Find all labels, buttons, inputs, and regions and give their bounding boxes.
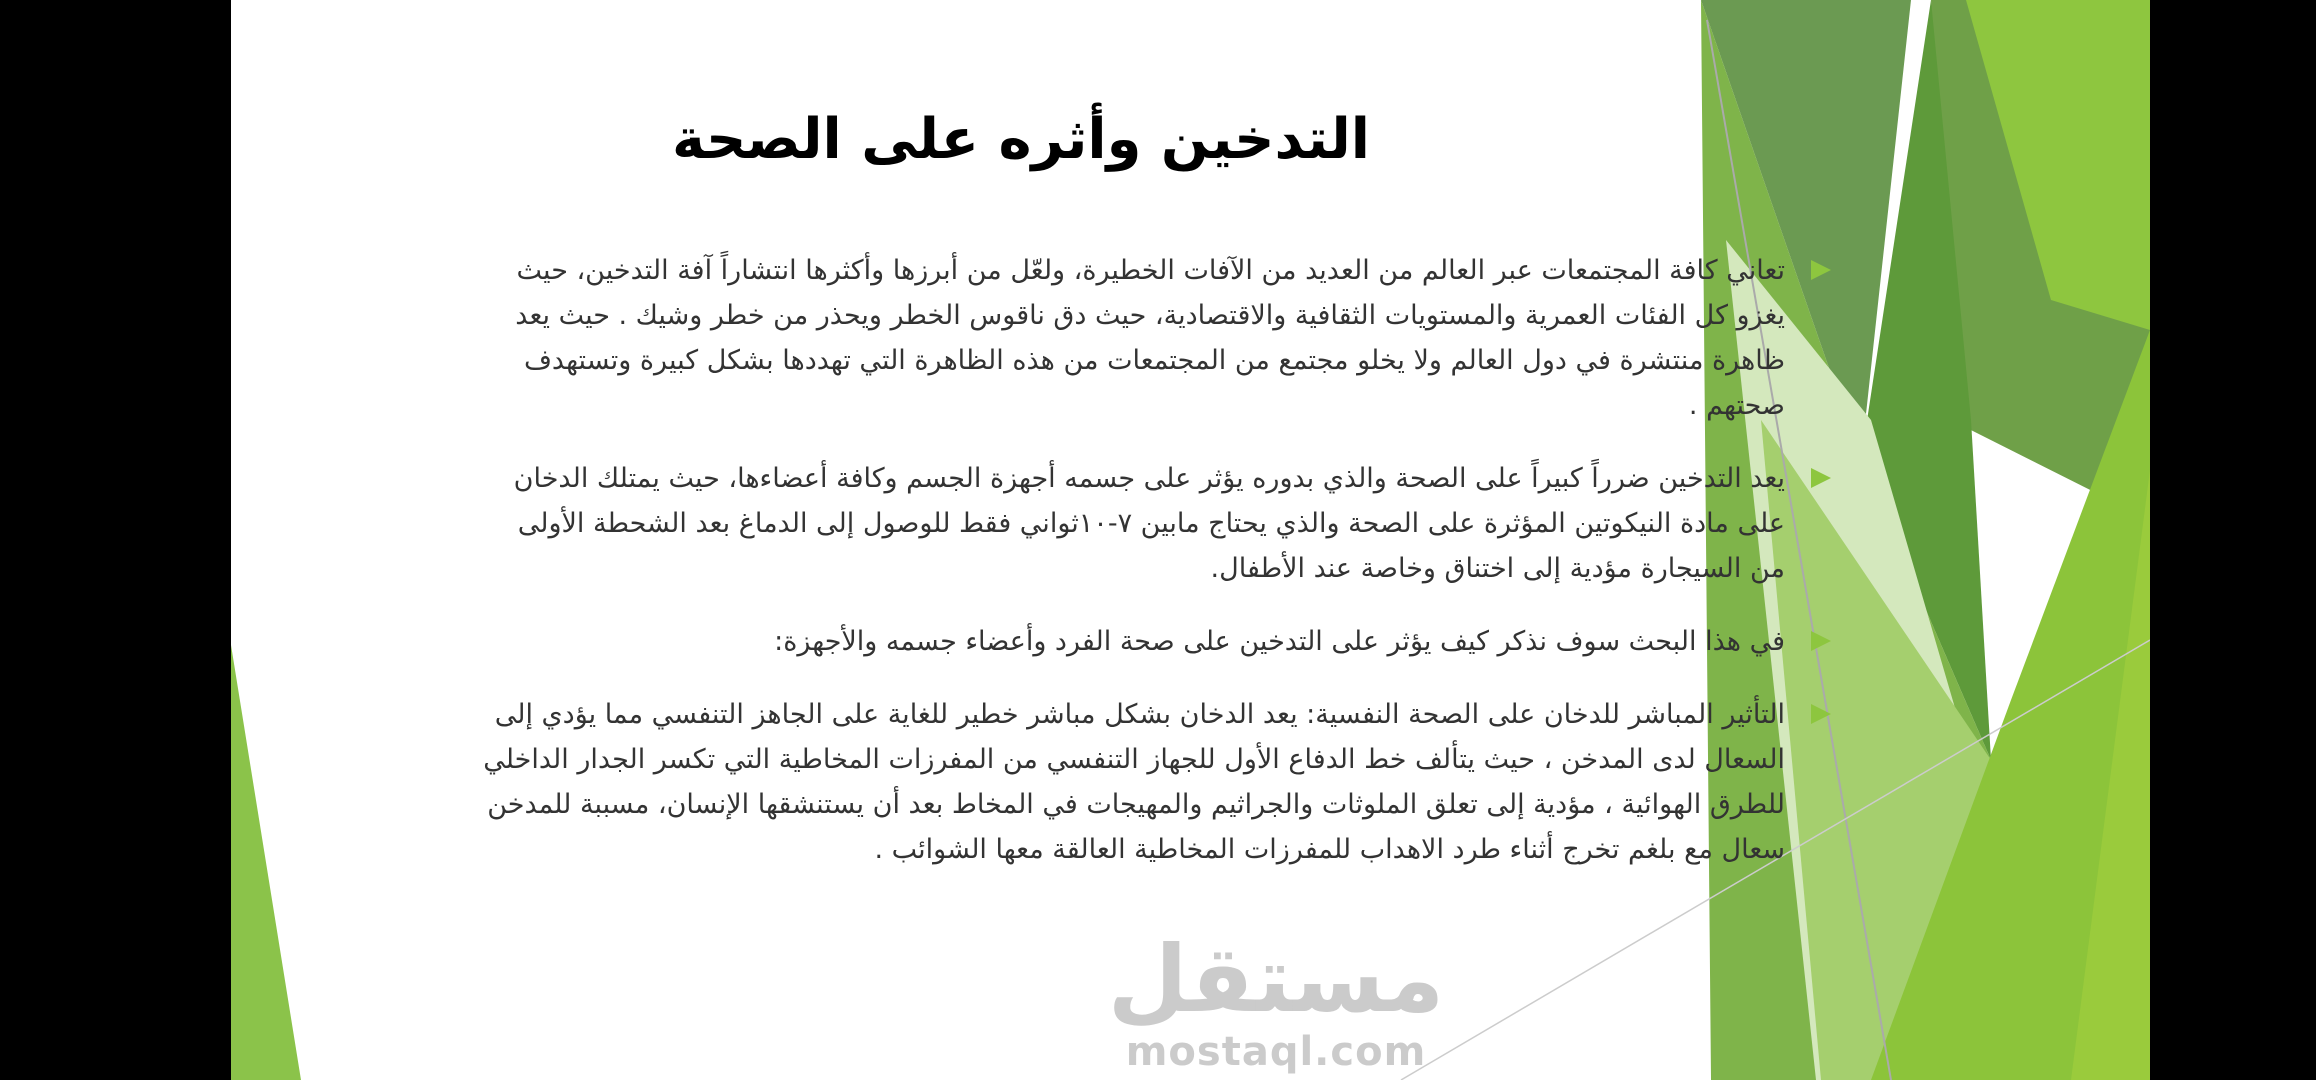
- paragraph-line: ظاهرة منتشرة في دول العالم ولا يخلو مجتمع من المجتمعات من هذه الظاهرة التي تهددها بشكل كبيرة وتستهدف: [523, 345, 1785, 376]
- bullet-paragraph-4: [331, 692, 1831, 872]
- left-green-sliver: [231, 645, 301, 1080]
- watermark-latin: mostaql.com: [1125, 1029, 1427, 1075]
- paragraph-line: سعال مع بلغم تخرج أثناء طرد الاهداب للمفرزات المخاطية العالقة معها الشوائب .: [874, 834, 1785, 865]
- slide-title: التدخين وأثره على الصحة: [672, 107, 1370, 172]
- paragraph-line: في هذا البحث سوف نذكر كيف يؤثر على التدخين على صحة الفرد وأعضاء جسمه والأجهزة:: [774, 626, 1785, 657]
- paragraph-line: تعاني كافة المجتمعات عبر العالم من العديد من الآفات الخطيرة، ولعّل من أبرزها وأكثرها انتشاراً آفة التدخين، حيث: [516, 255, 1785, 286]
- paragraph-line: السعال لدى المدخن ، حيث يتألف خط الدفاع الأول للجهاز التنفسي من المفرزات المخاطية التي تكسر الجدار الداخلي: [483, 744, 1785, 775]
- paragraph-line: يغزو كل الفئات العمرية والمستويات الثقافية والاقتصادية، حيث دق ناقوس الخطر ويحذر من خطر وشيك . حيث يعد: [515, 300, 1785, 331]
- bullet-paragraph-3: [331, 619, 1831, 664]
- presentation-slide: [231, 0, 2150, 1080]
- paragraph-line: التأثير المباشر للدخان على الصحة النفسية: يعد الدخان بشكل مباشر خطير للغاية على الجاهز التنفسي مما يؤدي إلى: [494, 699, 1785, 730]
- bullet-paragraph-1: [331, 248, 1831, 428]
- triangle-bullet-icon: [1811, 260, 1831, 280]
- triangle-bullet-icon: [1811, 468, 1831, 488]
- paragraph-line: للطرق الهوائية ، مؤدية إلى تعلق الملوثات والجراثيم والمهيجات في المخاط بعد أن يستنشقها الإنسان، مسببة للمدخن: [487, 789, 1785, 820]
- paragraph-line: من السيجارة مؤدية إلى اختناق وخاصة عند الأطفال.: [1210, 553, 1785, 584]
- triangle-bullet-icon: [1811, 631, 1831, 651]
- watermark-arabic: مستقل: [1107, 926, 1445, 1033]
- paragraph-line: على مادة النيكوتين المؤثرة على الصحة والذي يحتاج مابين ٧-١٠ثواني فقط للوصول إلى الدماغ بعد الشحطة الأولى: [517, 508, 1785, 539]
- triangle-bullet-icon: [1811, 704, 1831, 724]
- mostaql-watermark: [1026, 926, 1526, 1075]
- paragraph-line: صحتهم .: [1688, 390, 1785, 421]
- bullet-paragraph-2: [331, 456, 1831, 591]
- slide-body: [331, 248, 1831, 900]
- paragraph-line: يعد التدخين ضرراً كبيراً على الصحة والذي بدوره يؤثر على جسمه أجهزة الجسم وكافة أعضاءها، حيث يمتلك الدخان: [513, 463, 1785, 494]
